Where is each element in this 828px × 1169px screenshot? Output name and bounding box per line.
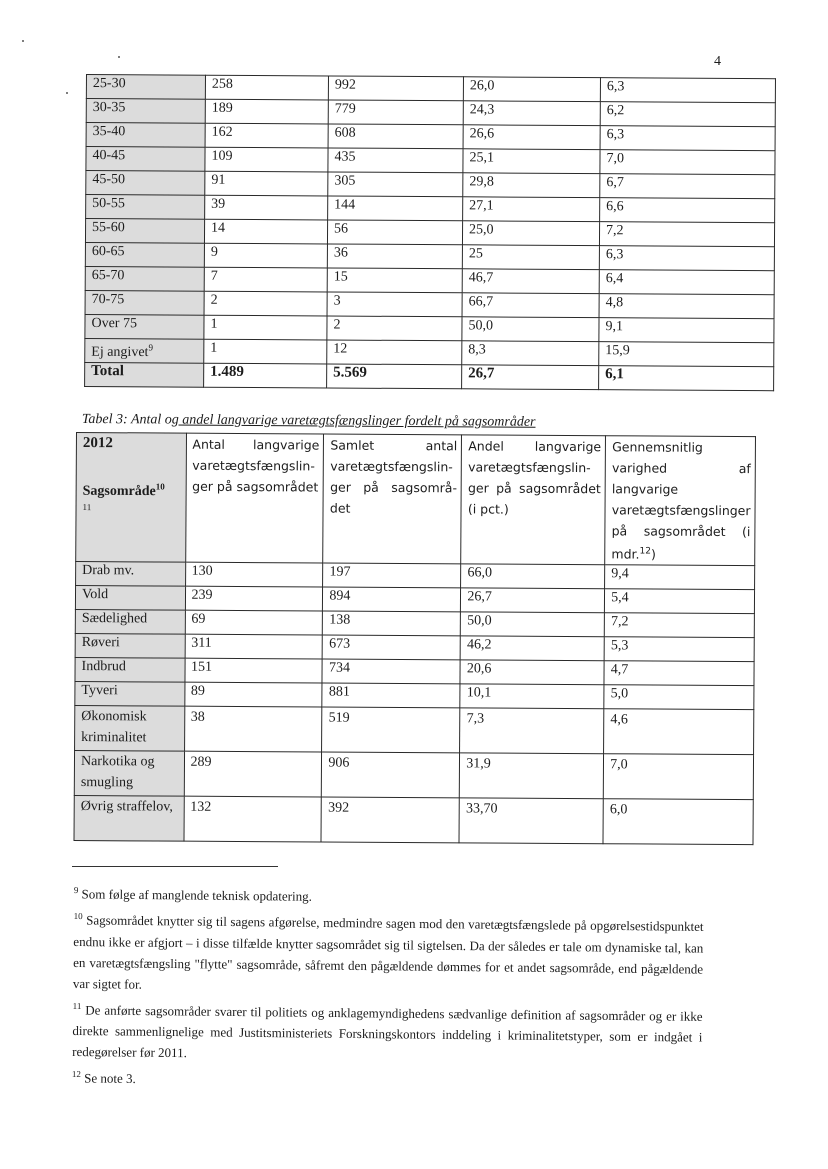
table-row	[74, 751, 753, 800]
case-area-table	[74, 432, 756, 845]
table-cell: 9,1	[599, 318, 774, 343]
footnote-number: 9	[73, 884, 79, 896]
table-cell: 7,2	[599, 222, 774, 247]
table-cell: 138	[323, 611, 461, 636]
table-cell: 5,3	[604, 637, 754, 662]
table-cell: 7,0	[600, 150, 775, 175]
table-cell: 38	[184, 706, 322, 752]
footnote-number: 10	[73, 911, 83, 922]
table-caption	[82, 412, 536, 431]
table-cell: 29,8	[463, 173, 600, 198]
age-group-table	[84, 74, 776, 391]
table-cell: 906	[322, 752, 460, 798]
table-cell: 2	[204, 291, 327, 316]
table-cell: 7,2	[604, 613, 754, 638]
table-cell: 26,7	[461, 588, 605, 613]
page-number: 4	[714, 54, 721, 69]
table-cell: 39	[205, 195, 328, 220]
table-cell: 24,3	[463, 101, 600, 126]
table-cell: 2	[327, 316, 462, 341]
row-label: 30-35	[86, 99, 205, 124]
table-cell: 258	[205, 75, 328, 100]
table-cell: 27,1	[463, 197, 600, 222]
table-cell: 6,3	[599, 246, 774, 271]
table-cell: 1	[204, 315, 327, 340]
table-cell: 608	[328, 124, 463, 149]
table-cell: 66,7	[462, 293, 599, 318]
footnote-number: 12	[71, 1068, 82, 1080]
row-header-cell	[76, 433, 186, 563]
row-header-label: Sagsområde$^{10}$	[82, 481, 165, 500]
scan-speck	[66, 92, 68, 94]
row-label: 25-30	[86, 75, 205, 100]
table-row	[75, 706, 754, 755]
table-cell: 14	[204, 219, 327, 244]
table-cell: 15	[327, 268, 462, 293]
table-cell: 305	[328, 172, 463, 197]
footnote-divider	[72, 866, 278, 867]
table-cell: 519	[322, 707, 460, 753]
table-cell: 15,9	[599, 342, 774, 367]
table-cell: 5,4	[605, 589, 755, 614]
row-label: Drab mv.	[76, 562, 186, 587]
table-cell: 311	[185, 634, 323, 659]
row-label: Over 75	[85, 314, 204, 339]
table-cell: 673	[323, 635, 461, 660]
table-cell: 6,1	[599, 366, 774, 391]
year-label: 2012	[82, 435, 113, 452]
total-row	[85, 362, 774, 390]
table-cell: 6,4	[599, 270, 774, 295]
scan-speck	[22, 40, 24, 42]
table-cell: 25,1	[463, 149, 600, 174]
caption-text-underlined: g andel langvarige varetægtsfængslinger fordelt på sagsområder	[171, 412, 536, 430]
footnotes	[72, 880, 704, 1097]
table-cell: 12	[327, 340, 462, 365]
row-label: 35-40	[86, 123, 205, 148]
table-cell: 7,0	[603, 754, 753, 800]
table-cell: 6,0	[603, 799, 753, 845]
table-cell: 9	[204, 243, 327, 268]
table-cell: 6,3	[600, 78, 775, 103]
table-cell: 10,1	[460, 684, 604, 709]
table-header-row	[76, 433, 756, 566]
row-label: Sædelighed	[75, 610, 185, 635]
row-label: Ej angivet$^9$	[85, 338, 204, 363]
table-cell: 50,0	[461, 612, 605, 637]
table-cell: 8,3	[462, 341, 599, 366]
table-cell: 33,70	[459, 798, 603, 844]
row-label: 65-70	[85, 266, 204, 291]
row-label: Narkotika og smugling	[74, 751, 184, 797]
table-cell: 894	[323, 587, 461, 612]
footnote: $^{11}$ De anførte sagsområder svarer til politiets og anklagemyndighedens sædvanlige definition af sagsområder og er ikke direkte sammenlignelige med Justitsministeriets Forskningskontors inddeling i kriminalitetstyper, som er indgået i redegørelser før 2011.	[72, 1000, 703, 1061]
table-cell: 435	[328, 148, 463, 173]
table-cell: 31,9	[460, 753, 604, 799]
table-cell: 109	[205, 147, 328, 172]
table-cell: 132	[184, 796, 322, 842]
table-cell: 26,7	[462, 365, 599, 390]
table-cell: 162	[205, 123, 328, 148]
table-cell: 3	[327, 292, 462, 317]
table-cell: 9,4	[605, 565, 755, 590]
table-cell: 50,0	[462, 317, 599, 342]
table-cell: 151	[184, 658, 322, 683]
row-label: 45-50	[86, 171, 205, 196]
row-label: Tyveri	[75, 682, 185, 707]
table-row	[74, 796, 753, 845]
table-cell: 144	[328, 196, 463, 221]
table-cell: 5,0	[604, 685, 754, 710]
row-label: Røveri	[75, 634, 185, 659]
table-cell: 46,7	[462, 269, 599, 294]
row-header-note: 11	[82, 501, 92, 512]
table-cell: 66,0	[461, 564, 605, 589]
row-label: Øvrig straffelov,	[74, 796, 184, 842]
table-cell: 881	[322, 683, 460, 708]
footnote-number: 11	[72, 1000, 82, 1011]
footnote: $^{10}$ Sagsområdet knytter sig til sagens afgørelse, medmindre sagen mod den varetægtsfængslede på opgørelsestidspunktet endnu ikke er afgjort – i disse tilfælde knytter sagsområdet sig til sigtelsen. Da der således er tale om dynamiske tal, kan en varetægtsfængsling "flytte" sagsområde, såfremt den pågældende dømmes for et andet sagsområde, end pågældende var sigtet for.	[72, 911, 704, 992]
table-cell: 130	[185, 562, 323, 587]
column-header: Antal langvarige varetægtsfængslin-ger på sagsområdet	[185, 433, 324, 563]
table-cell: 26,6	[463, 125, 600, 150]
table-cell: 189	[205, 99, 328, 124]
table-cell: 289	[184, 751, 322, 797]
table-cell: 91	[205, 171, 328, 196]
row-label: 60-65	[85, 242, 204, 267]
column-header: Samlet antal varetægtsfængslin-ger på sagsområ-det	[323, 434, 462, 564]
table-cell: 20,6	[460, 660, 604, 685]
table-cell: 1.489	[204, 363, 327, 388]
table-cell: 26,0	[463, 77, 600, 102]
table-cell: 7	[204, 267, 327, 292]
table-cell: 6,2	[600, 102, 775, 127]
table-cell: 779	[328, 100, 463, 125]
row-label: Total	[85, 362, 204, 387]
table-cell: 46,2	[460, 636, 604, 661]
table-cell: 4,6	[604, 709, 754, 755]
table-cell: 7,3	[460, 708, 604, 754]
table-cell: 36	[327, 244, 462, 269]
table-cell: 734	[322, 659, 460, 684]
row-label: Økonomisk kriminalitet	[75, 706, 185, 752]
row-label: 70-75	[85, 290, 204, 315]
table-cell: 56	[327, 220, 462, 245]
footnote: $^{12}$ Se note 3.	[71, 1068, 136, 1086]
table-cell: 69	[185, 610, 323, 635]
table-cell: 392	[321, 797, 459, 843]
row-label: 55-60	[85, 219, 204, 244]
caption-text: Tabel 3: Antal o	[81, 412, 172, 428]
scan-speck	[118, 56, 120, 58]
column-header: Andel langvarige varetægtsfængslin-ger på sagsområdet (i pct.)	[461, 435, 606, 565]
table-cell: 6,7	[600, 174, 775, 199]
table-cell: 1	[204, 339, 327, 364]
table-cell: 6,3	[600, 126, 775, 151]
table-cell: 5.569	[327, 364, 462, 389]
table-cell: 197	[323, 563, 461, 588]
table-cell: 25	[462, 245, 599, 270]
row-label: Vold	[75, 586, 185, 611]
table-cell: 6,6	[600, 198, 775, 223]
footnote: $^9$ Som følge af manglende teknisk opdatering.	[73, 884, 313, 904]
table-cell: 4,7	[604, 661, 754, 686]
table-cell: 89	[184, 682, 322, 707]
column-header: Gennemsnitlig varighed af langvarige varetægtsfængslinger på sagsområdet (i mdr.$^{12}$)	[605, 436, 756, 566]
row-label: Indbrud	[75, 658, 185, 683]
table-cell: 992	[328, 76, 463, 101]
row-label: 50-55	[86, 195, 205, 220]
table-cell: 239	[185, 586, 323, 611]
table-cell: 25,0	[462, 221, 599, 246]
row-label: 40-45	[86, 147, 205, 172]
table-cell: 4,8	[599, 294, 774, 319]
